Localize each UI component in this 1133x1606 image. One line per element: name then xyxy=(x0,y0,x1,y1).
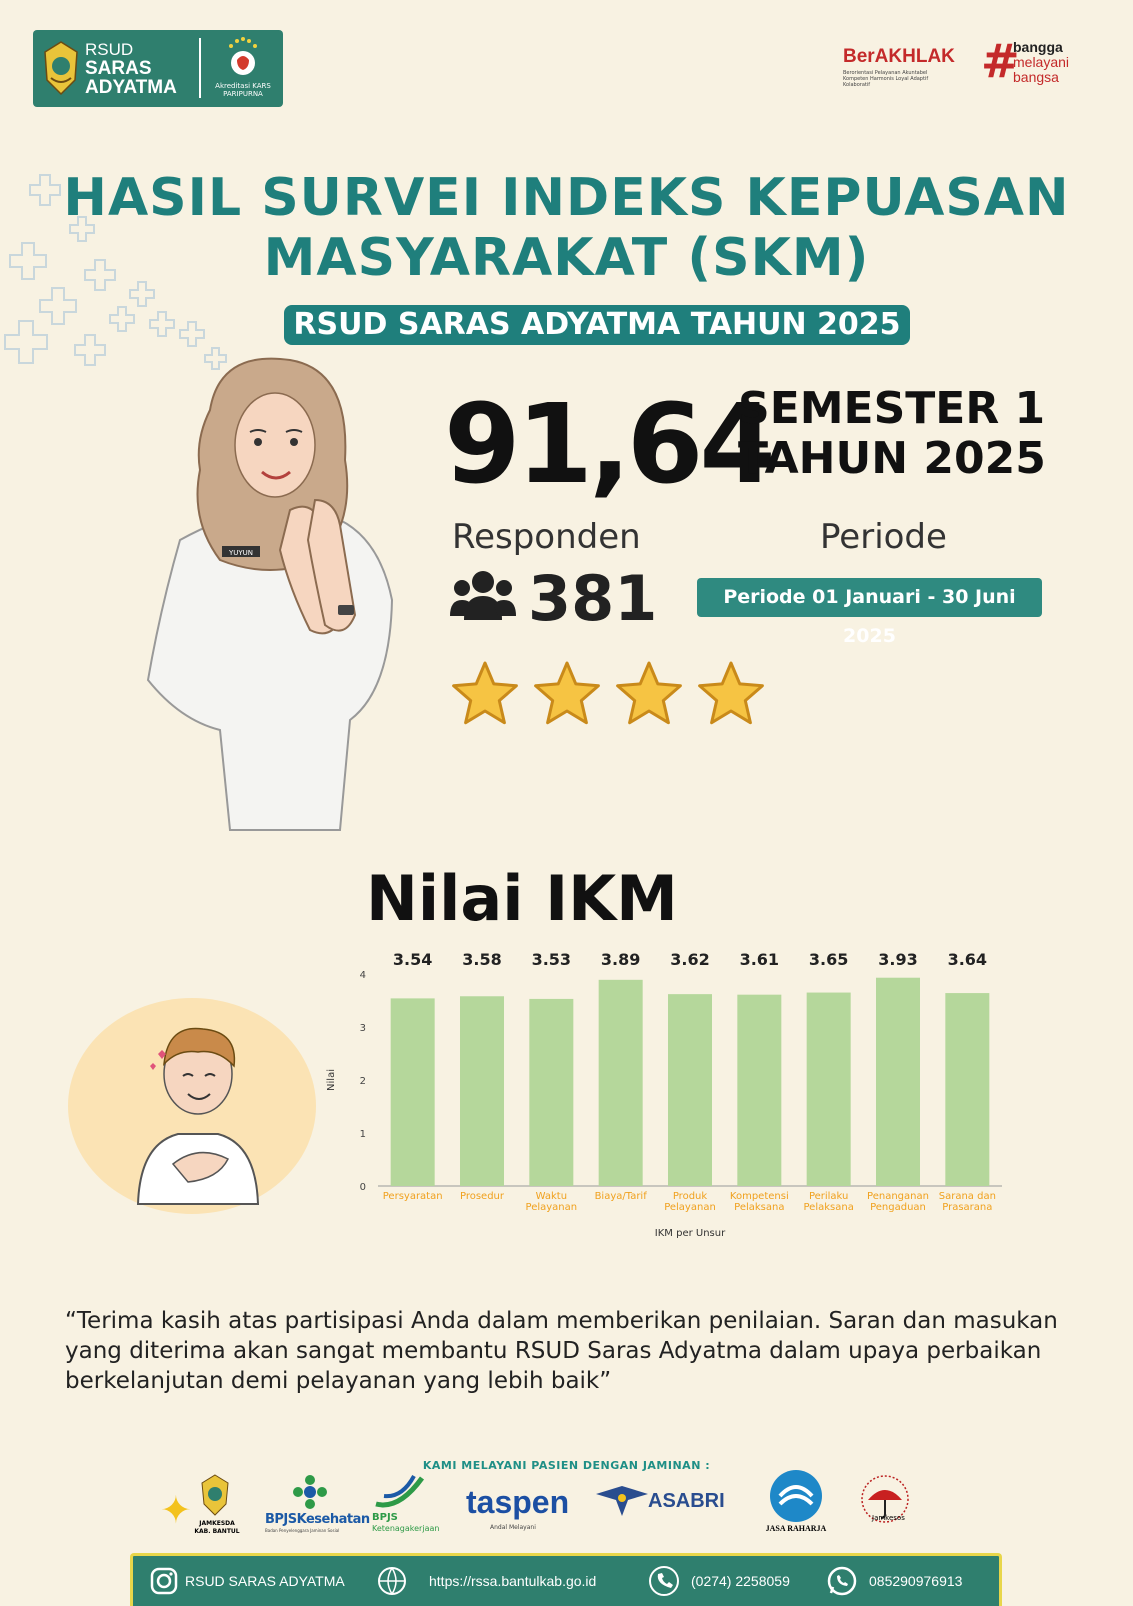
respondents-label: Responden xyxy=(452,517,641,557)
y-axis-label: Nilai xyxy=(326,1069,337,1091)
category-label: Pelaksana xyxy=(803,1202,854,1213)
category-label: Sarana dan xyxy=(938,1191,996,1202)
logo-divider xyxy=(199,38,201,98)
globe-www-icon[interactable] xyxy=(377,1566,407,1596)
bar-value-label: 3.61 xyxy=(739,950,780,969)
rsud-logo xyxy=(33,30,283,107)
asabri-wings-icon xyxy=(594,1484,650,1518)
semester-line1: SEMESTER 1 xyxy=(738,383,1046,434)
hashtag-line1: bangga xyxy=(1013,39,1063,55)
bpjs-kesehatan-sub: Badan Penyelenggara Jaminan Sosial xyxy=(265,1528,340,1533)
whatsapp-icon[interactable] xyxy=(827,1566,857,1596)
category-label: Pengaduan xyxy=(870,1202,926,1213)
berakhlak-brand: BerAKHLAK xyxy=(843,46,955,67)
staff-greeting-illustration xyxy=(140,350,410,840)
logo-line1: RSUD xyxy=(85,40,134,59)
bar xyxy=(945,993,989,1186)
ikm-bar-chart xyxy=(326,950,1040,1280)
category-label: Pelayanan xyxy=(664,1202,716,1213)
category-label: Produk xyxy=(672,1191,708,1202)
bar xyxy=(668,994,712,1186)
bar-value-label: 3.64 xyxy=(947,950,988,969)
category-label: Persyaratan xyxy=(382,1191,443,1202)
bar xyxy=(807,993,851,1186)
jasa-raharja-icon xyxy=(768,1468,824,1524)
bar xyxy=(529,999,573,1186)
bar xyxy=(876,978,920,1186)
bar xyxy=(599,980,643,1186)
respondents-count: 381 xyxy=(528,562,658,635)
insurance-logos xyxy=(160,1474,980,1554)
bar-value-label: 3.58 xyxy=(462,950,502,969)
kars-accreditation-label: Akreditasi KARS PARIPURNA xyxy=(215,82,271,98)
bpjs-kesehatan-icon xyxy=(292,1474,328,1510)
phone-icon[interactable] xyxy=(649,1566,679,1596)
rsud-logo-text xyxy=(85,40,177,97)
category-label: Penanganan xyxy=(867,1191,929,1202)
logo-line2: SARAS xyxy=(85,58,152,79)
category-label: Biaya/Tarif xyxy=(594,1191,647,1202)
y-tick-label: 3 xyxy=(359,1023,366,1034)
star-icon xyxy=(700,663,763,723)
y-tick-label: 0 xyxy=(359,1182,366,1193)
whatsapp-number[interactable]: 085290976913 xyxy=(869,1573,963,1589)
taspen-sub: Andal Melayani xyxy=(490,1524,536,1531)
instagram-icon[interactable] xyxy=(149,1566,179,1596)
bar-value-label: 3.93 xyxy=(878,950,918,969)
taspen-label: taspen xyxy=(466,1484,570,1520)
bar-value-label: 3.89 xyxy=(600,950,641,969)
hospital-emblem-icon xyxy=(41,40,81,96)
jamkesda-sub: KAB. BANTUL xyxy=(194,1528,240,1535)
kars-accreditation-icon xyxy=(223,36,263,80)
y-tick-label: 1 xyxy=(359,1129,366,1140)
asabri-label: ASABRI xyxy=(648,1490,725,1512)
y-tick-label: 2 xyxy=(359,1076,366,1087)
footer-bar xyxy=(130,1553,1002,1606)
subtitle-badge: RSUD SARAS ADYATMA TAHUN 2025 xyxy=(284,305,910,345)
category-label: Prasarana xyxy=(942,1202,993,1213)
period-label: Periode xyxy=(820,517,947,557)
period-badge: Periode 01 Januari - 30 Juni 2025 xyxy=(697,578,1042,617)
star-icon xyxy=(536,663,599,723)
thank-you-quote: “Terima kasih atas partisipasi Anda dalam memberikan penilaian. Saran dan masukan yang diterima akan sangat membantu RSUD Saras Adyatma dalam upaya perbaikan berkelanjutan demi pelayanan yang lebih baik” xyxy=(65,1308,1058,1394)
hashtag-icon: # xyxy=(981,34,1020,88)
rating-stars xyxy=(450,660,780,730)
page-title-line2: MASYARAKAT (SKM) xyxy=(263,228,870,288)
hashtag-text xyxy=(1013,40,1069,85)
hashtag-line2: melayani xyxy=(1013,54,1070,70)
bar-value-label: 3.62 xyxy=(670,950,710,969)
bpjs-tk-sub: Ketenagakerjaan xyxy=(372,1524,440,1533)
instagram-handle[interactable]: RSUD SARAS ADYATMA xyxy=(185,1573,345,1589)
bar-value-label: 3.53 xyxy=(531,950,572,969)
page-title-line1: HASIL SURVEI INDEKS KEPUASAN xyxy=(63,168,1070,228)
category-label: Pelayanan xyxy=(525,1202,578,1213)
berakhlak-logo xyxy=(843,34,1093,93)
chart-title: Nilai IKM xyxy=(366,862,678,935)
bar-value-label: 3.54 xyxy=(392,950,433,969)
sparkle-icon: ✦ xyxy=(160,1488,192,1532)
name-badge: YUYUN xyxy=(228,549,254,557)
hashtag-line3: bangsa xyxy=(1013,69,1059,85)
bar xyxy=(391,998,435,1186)
jamkesos-label: Jamkesos xyxy=(872,1514,905,1522)
insurance-caption: KAMI MELAYANI PASIEN DENGAN JAMINAN : xyxy=(422,1459,711,1472)
website-link[interactable]: https://rssa.bantulkab.go.id xyxy=(429,1573,597,1589)
x-axis-label: IKM per Unsur xyxy=(654,1228,726,1239)
star-icon xyxy=(618,663,681,723)
bpjs-tk-label: BPJS xyxy=(372,1512,398,1523)
jamkesda-label: JAMKESDA xyxy=(199,1520,235,1527)
category-label: Pelaksana xyxy=(734,1202,785,1213)
category-label: Prosedur xyxy=(459,1191,505,1202)
phone-number[interactable]: (0274) 2258059 xyxy=(691,1573,790,1589)
bar xyxy=(737,995,781,1186)
semester-line2: TAHUN 2025 xyxy=(738,433,1046,484)
category-label: Kompetensi xyxy=(729,1191,789,1202)
y-tick-label: 4 xyxy=(359,970,366,981)
jasa-raharja-label: JASA RAHARJA xyxy=(765,1524,827,1533)
bar xyxy=(460,996,504,1186)
man-thanks-illustration xyxy=(68,994,328,1214)
category-label: Perilaku xyxy=(808,1191,849,1202)
logo-line3: ADYATMA xyxy=(85,77,177,98)
bpjs-kesehatan-label: BPJSKesehatan xyxy=(265,1512,370,1527)
jamkesda-emblem-icon xyxy=(200,1474,230,1516)
bar-value-label: 3.65 xyxy=(808,950,849,969)
users-icon xyxy=(450,568,516,622)
category-label: Waktu xyxy=(535,1191,568,1202)
ikm-score: 91,64 xyxy=(444,380,772,508)
berakhlak-tagline: Berorientasi Pelayanan Akuntabel Kompeten Harmonis Loyal Adaptif Kolaboratif xyxy=(843,70,929,88)
bpjs-ketenagakerjaan-icon xyxy=(374,1474,424,1510)
star-icon xyxy=(454,663,517,723)
